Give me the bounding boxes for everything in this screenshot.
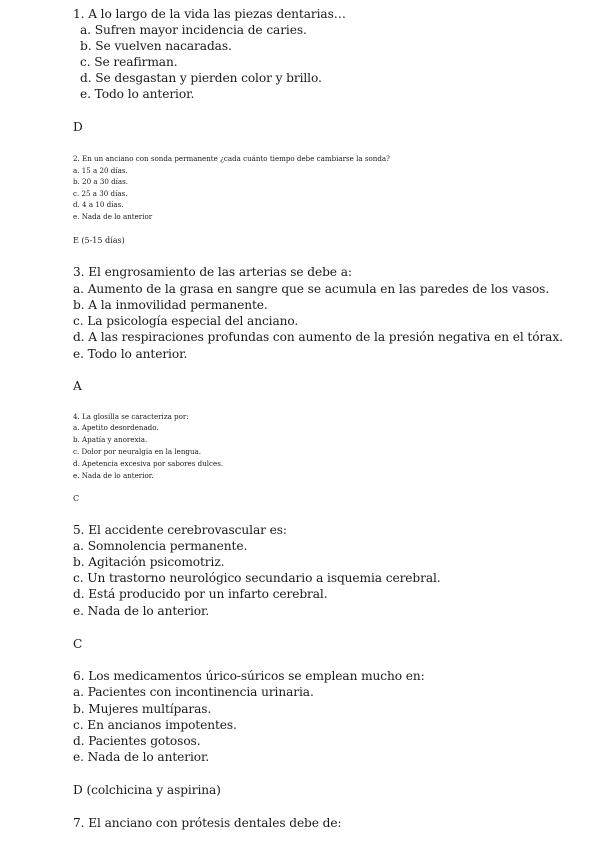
q6-option-d: d. Pacientes gotosos.: [73, 734, 201, 748]
q4-answer: C: [73, 494, 80, 503]
q3-option-e: e. Todo lo anterior.: [73, 347, 188, 361]
q6-option-b: b. Mujeres multíparas.: [73, 702, 212, 716]
q7-question: 7. El anciano con prótesis dentales debe de:: [73, 816, 342, 830]
q2-question: 2. En un anciano con sonda permanente ¿cada cuánto tiempo debe cambiarse la sonda?: [73, 154, 390, 163]
q3-option-a: a. Aumento de la grasa en sangre que se acumula en las paredes de los vasos.: [73, 282, 550, 296]
q1-option-c: c. Se reafirman.: [80, 55, 178, 69]
q1-answer: D: [73, 120, 83, 134]
q6-option-c: c. En ancianos impotentes.: [73, 718, 237, 732]
q5-option-a: a. Somnolencia permanente.: [73, 539, 248, 553]
q2-option-d: d. 4 a 10 días.: [73, 200, 124, 209]
q3-question: 3. El engrosamiento de las arterias se debe a:: [73, 265, 352, 279]
q6-answer: D (colchicina y aspirina): [73, 783, 221, 797]
q4-question: 4. La glosilla se caracteriza por:: [73, 412, 189, 421]
q3-option-c: c. La psicología especial del anciano.: [73, 314, 299, 328]
q5-answer: C: [73, 637, 83, 651]
q6-option-e: e. Nada de lo anterior.: [73, 750, 210, 764]
q2-option-b: b. 20 a 30 días.: [73, 177, 129, 186]
q2-option-a: a. 15 a 20 días.: [73, 166, 128, 175]
q6-question: 6. Los medicamentos úrico-súricos se emplean mucho en:: [73, 669, 425, 683]
q4-option-e: e. Nada de lo anterior.: [73, 471, 154, 480]
q1-question: 1. A lo largo de la vida las piezas dentarias…: [73, 7, 346, 21]
q5-option-d: d. Está producido por un infarto cerebral.: [73, 587, 328, 601]
q1-option-e: e. Todo lo anterior.: [80, 87, 195, 101]
q4-option-a: a. Apetito desordenado.: [73, 423, 159, 432]
q4-option-c: c. Dolor por neuralgia en la lengua.: [73, 447, 202, 456]
q2-option-c: c. 25 a 30 días.: [73, 189, 128, 198]
q5-option-c: c. Un trastorno neurológico secundario a isquemia cerebral.: [73, 571, 441, 585]
q5-option-b: b. Agitación psicomotriz.: [73, 555, 225, 569]
q5-option-e: e. Nada de lo anterior.: [73, 604, 210, 618]
q1-option-d: d. Se desgastan y pierden color y brillo.: [80, 71, 322, 85]
q2-answer: E (5-15 días): [73, 236, 125, 245]
q6-option-a: a. Pacientes con incontinencia urinaria.: [73, 685, 314, 699]
q3-answer: A: [73, 379, 82, 393]
q1-option-b: b. Se vuelven nacaradas.: [80, 39, 232, 53]
q4-option-d: d. Apetencia excesiva por sabores dulces.: [73, 459, 224, 468]
q4-option-b: b. Apatía y anorexia.: [73, 435, 148, 444]
q1-option-a: a. Sufren mayor incidencia de caries.: [80, 23, 307, 37]
q5-question: 5. El accidente cerebrovascular es:: [73, 523, 287, 537]
q3-option-b: b. A la inmovilidad permanente.: [73, 298, 268, 312]
q2-option-e: e. Nada de lo anterior: [73, 212, 153, 221]
q3-option-d: d. A las respiraciones profundas con aumento de la presión negativa en el tórax.: [73, 330, 563, 344]
